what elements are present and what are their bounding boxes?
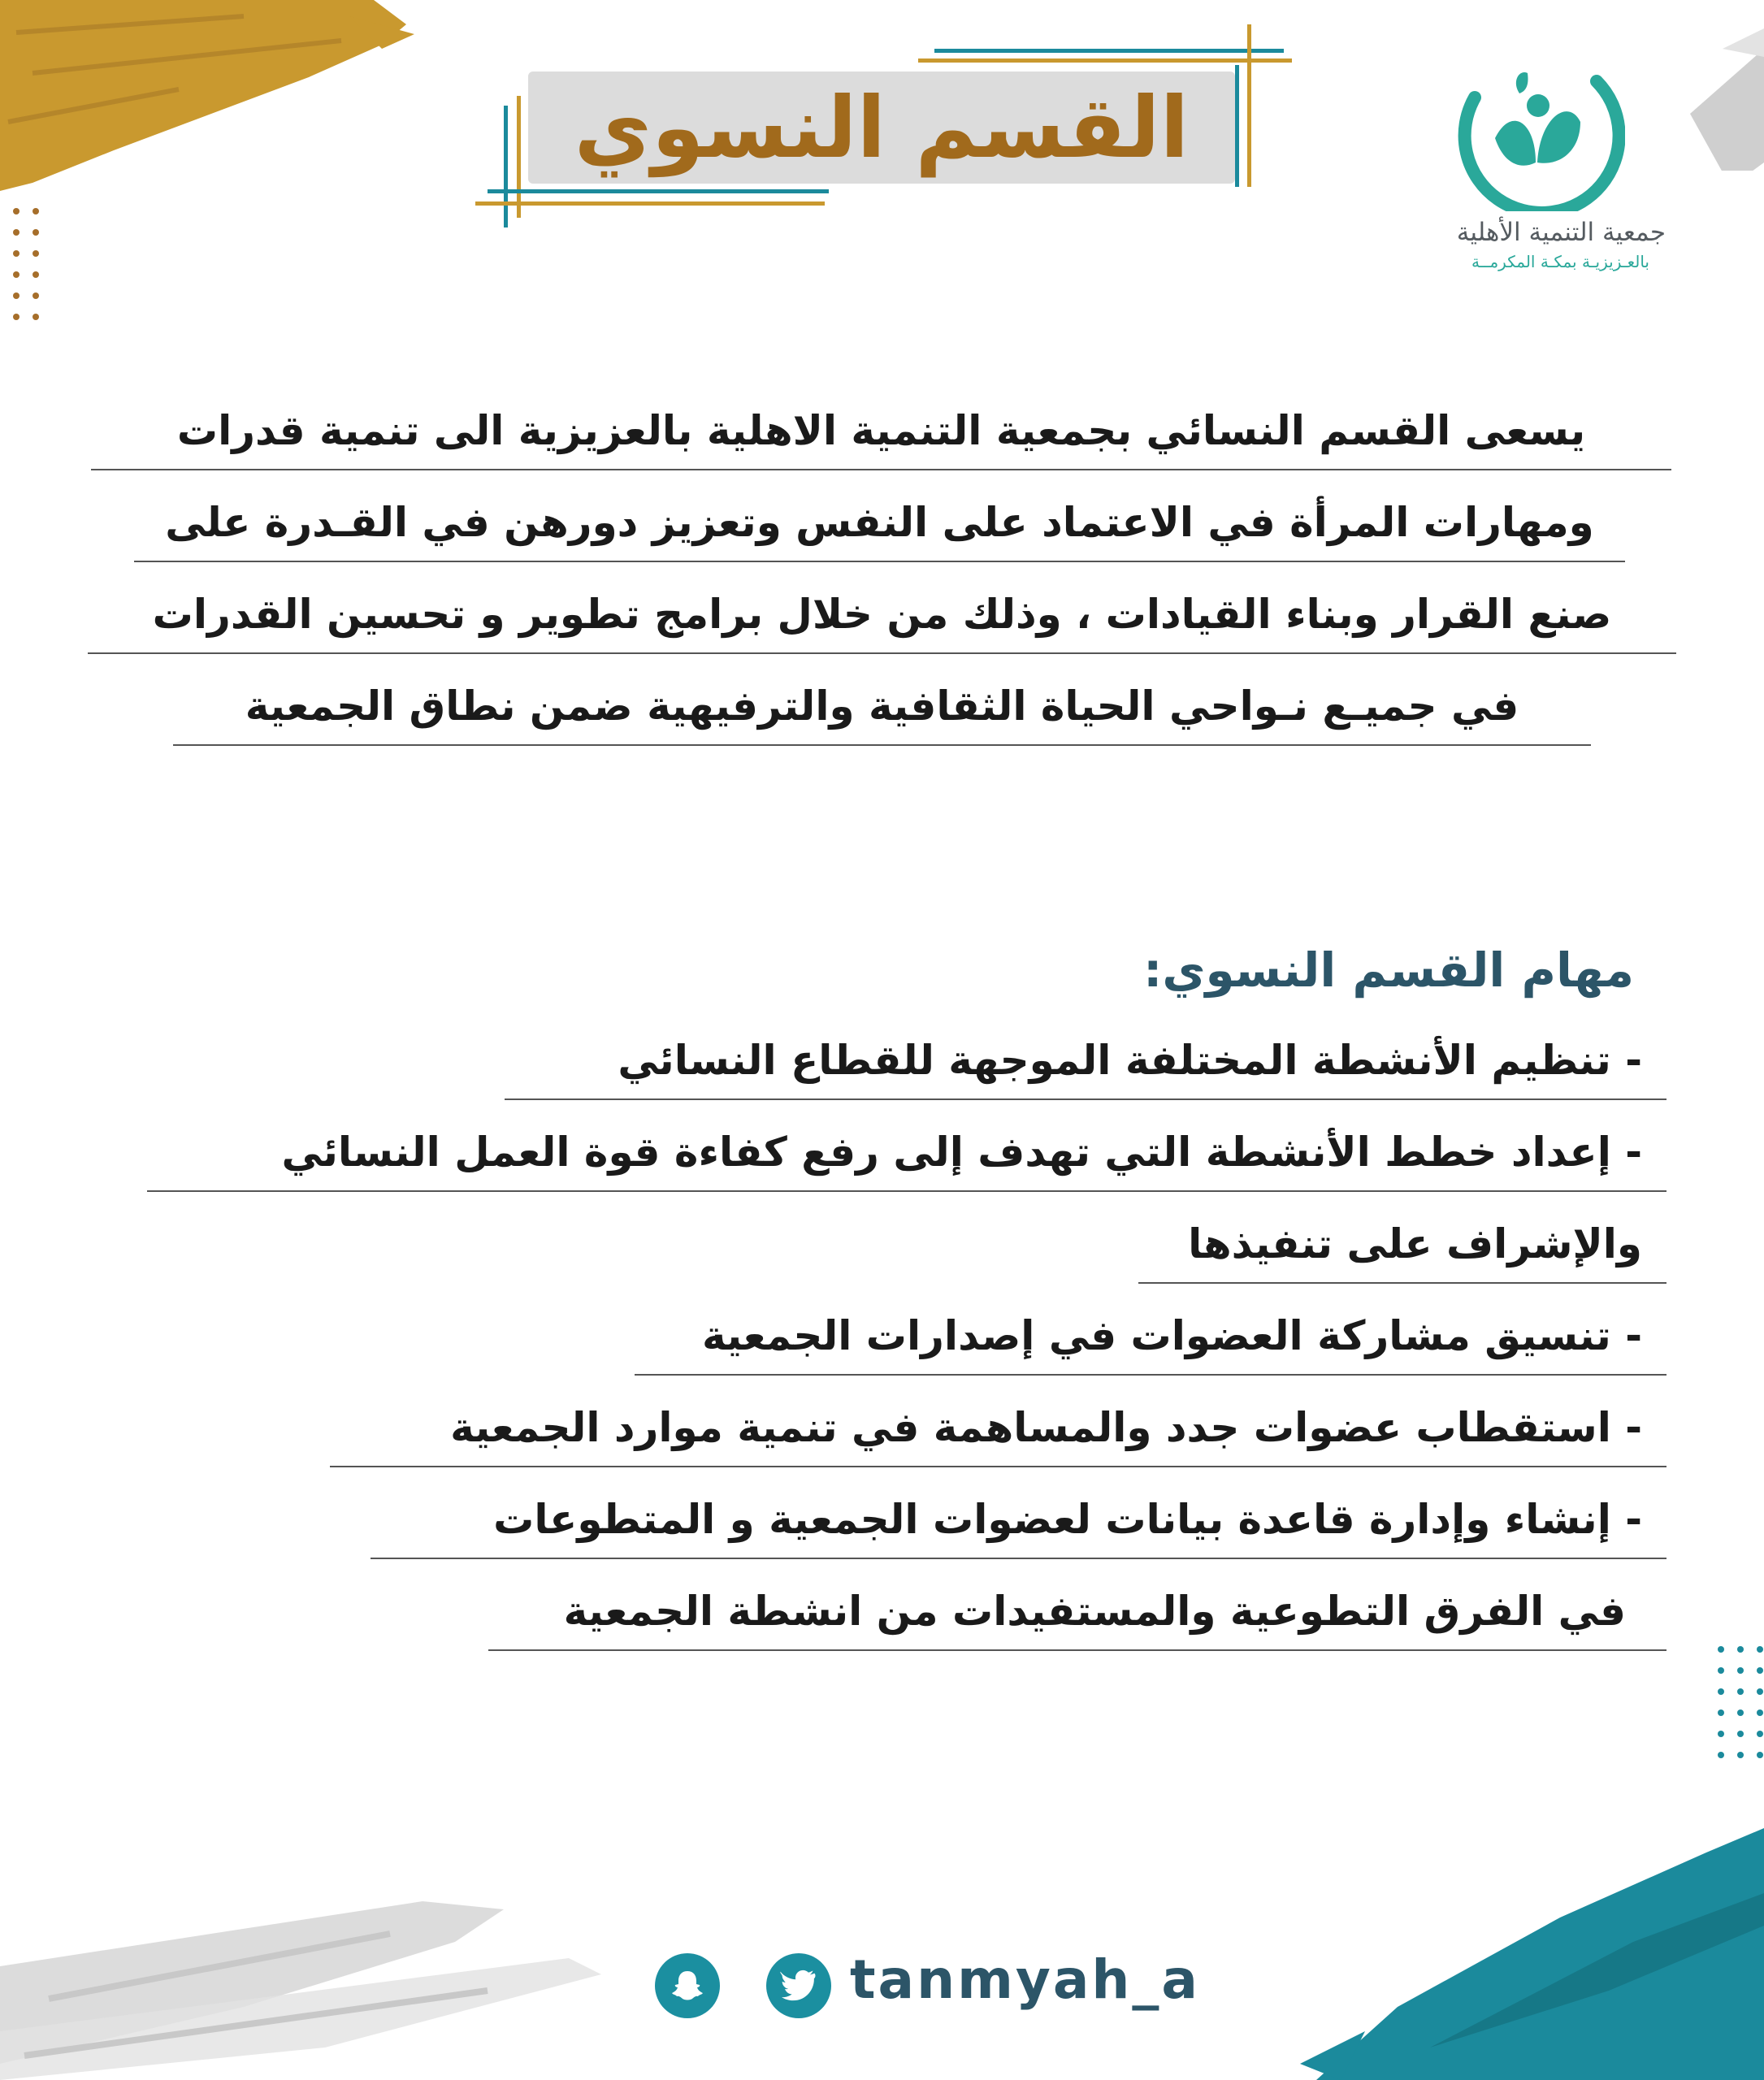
title-frame-line <box>918 58 1292 63</box>
title-frame-line <box>475 202 825 206</box>
intro-line: يسعى القسم النسائي بجمعية التنمية الاهلية بالعزيزية الى تنمية قدرات <box>91 410 1671 470</box>
intro-line: صنع القرار وبناء القيادات ، وذلك من خلال برامج تطوير و تحسين القدرات <box>88 594 1676 654</box>
grey-brush-stroke-bottom <box>0 1869 618 2080</box>
task-line: والإشراف على تنفيذها <box>1138 1224 1666 1284</box>
intro-line: في جميـع نـواحي الحياة الثقافية والترفيهية ضمن نطاق الجمعية <box>173 686 1591 746</box>
snapchat-icon[interactable] <box>655 1953 720 2018</box>
teal-dot-grid <box>1716 1644 1764 1774</box>
snapchat-glyph-icon <box>670 1968 705 2004</box>
task-line: - تنسيق مشاركة العضوات في إصدارات الجمعية <box>635 1315 1666 1376</box>
title-frame-line <box>934 49 1284 53</box>
title-box <box>528 72 1235 184</box>
title-frame-line <box>1235 65 1239 187</box>
title-frame-line <box>1247 24 1251 187</box>
title-frame-line <box>488 189 829 193</box>
logo-subtitle: بالعـزيزيـة بمكـة المكرمــة <box>1471 252 1649 271</box>
task-line: - إنشاء وإدارة قاعدة بيانات لعضوات الجمعية و المتطوعات <box>371 1499 1666 1559</box>
title-frame-line <box>504 106 508 228</box>
association-logo-icon <box>1446 49 1625 211</box>
task-line: في الفرق التطوعية والمستفيدات من انشطة الجمعية <box>488 1591 1666 1651</box>
logo-name: جمعية التنمية الأهلية <box>1456 218 1666 247</box>
task-line: - تنظيم الأنشطة المختلفة الموجهة للقطاع النسائي <box>505 1040 1666 1100</box>
page-title: القسم النسوي <box>574 78 1190 177</box>
twitter-bird-icon <box>780 1970 817 2002</box>
task-line: - استقطاب عضوات جدد والمساهمة في تنمية موارد الجمعية <box>330 1407 1666 1467</box>
gold-dot-grid <box>11 206 44 336</box>
tasks-heading: مهام القسم النسوي: <box>1143 942 1634 998</box>
grey-brush-stroke-top <box>1674 24 1764 171</box>
gold-brush-stroke <box>0 0 423 195</box>
twitter-icon[interactable] <box>766 1953 831 2018</box>
intro-line: ومهارات المرأة في الاعتماد على النفس وتعزيز دورهن في القـدرة على <box>134 502 1625 562</box>
task-line: - إعداد خطط الأنشطة التي تهدف إلى رفع كفاءة قوة العمل النسائي <box>147 1132 1666 1192</box>
title-frame-line <box>517 96 521 218</box>
social-handle[interactable]: tanmyah_a <box>850 1948 1200 2011</box>
teal-brush-stroke <box>1268 1804 1764 2080</box>
